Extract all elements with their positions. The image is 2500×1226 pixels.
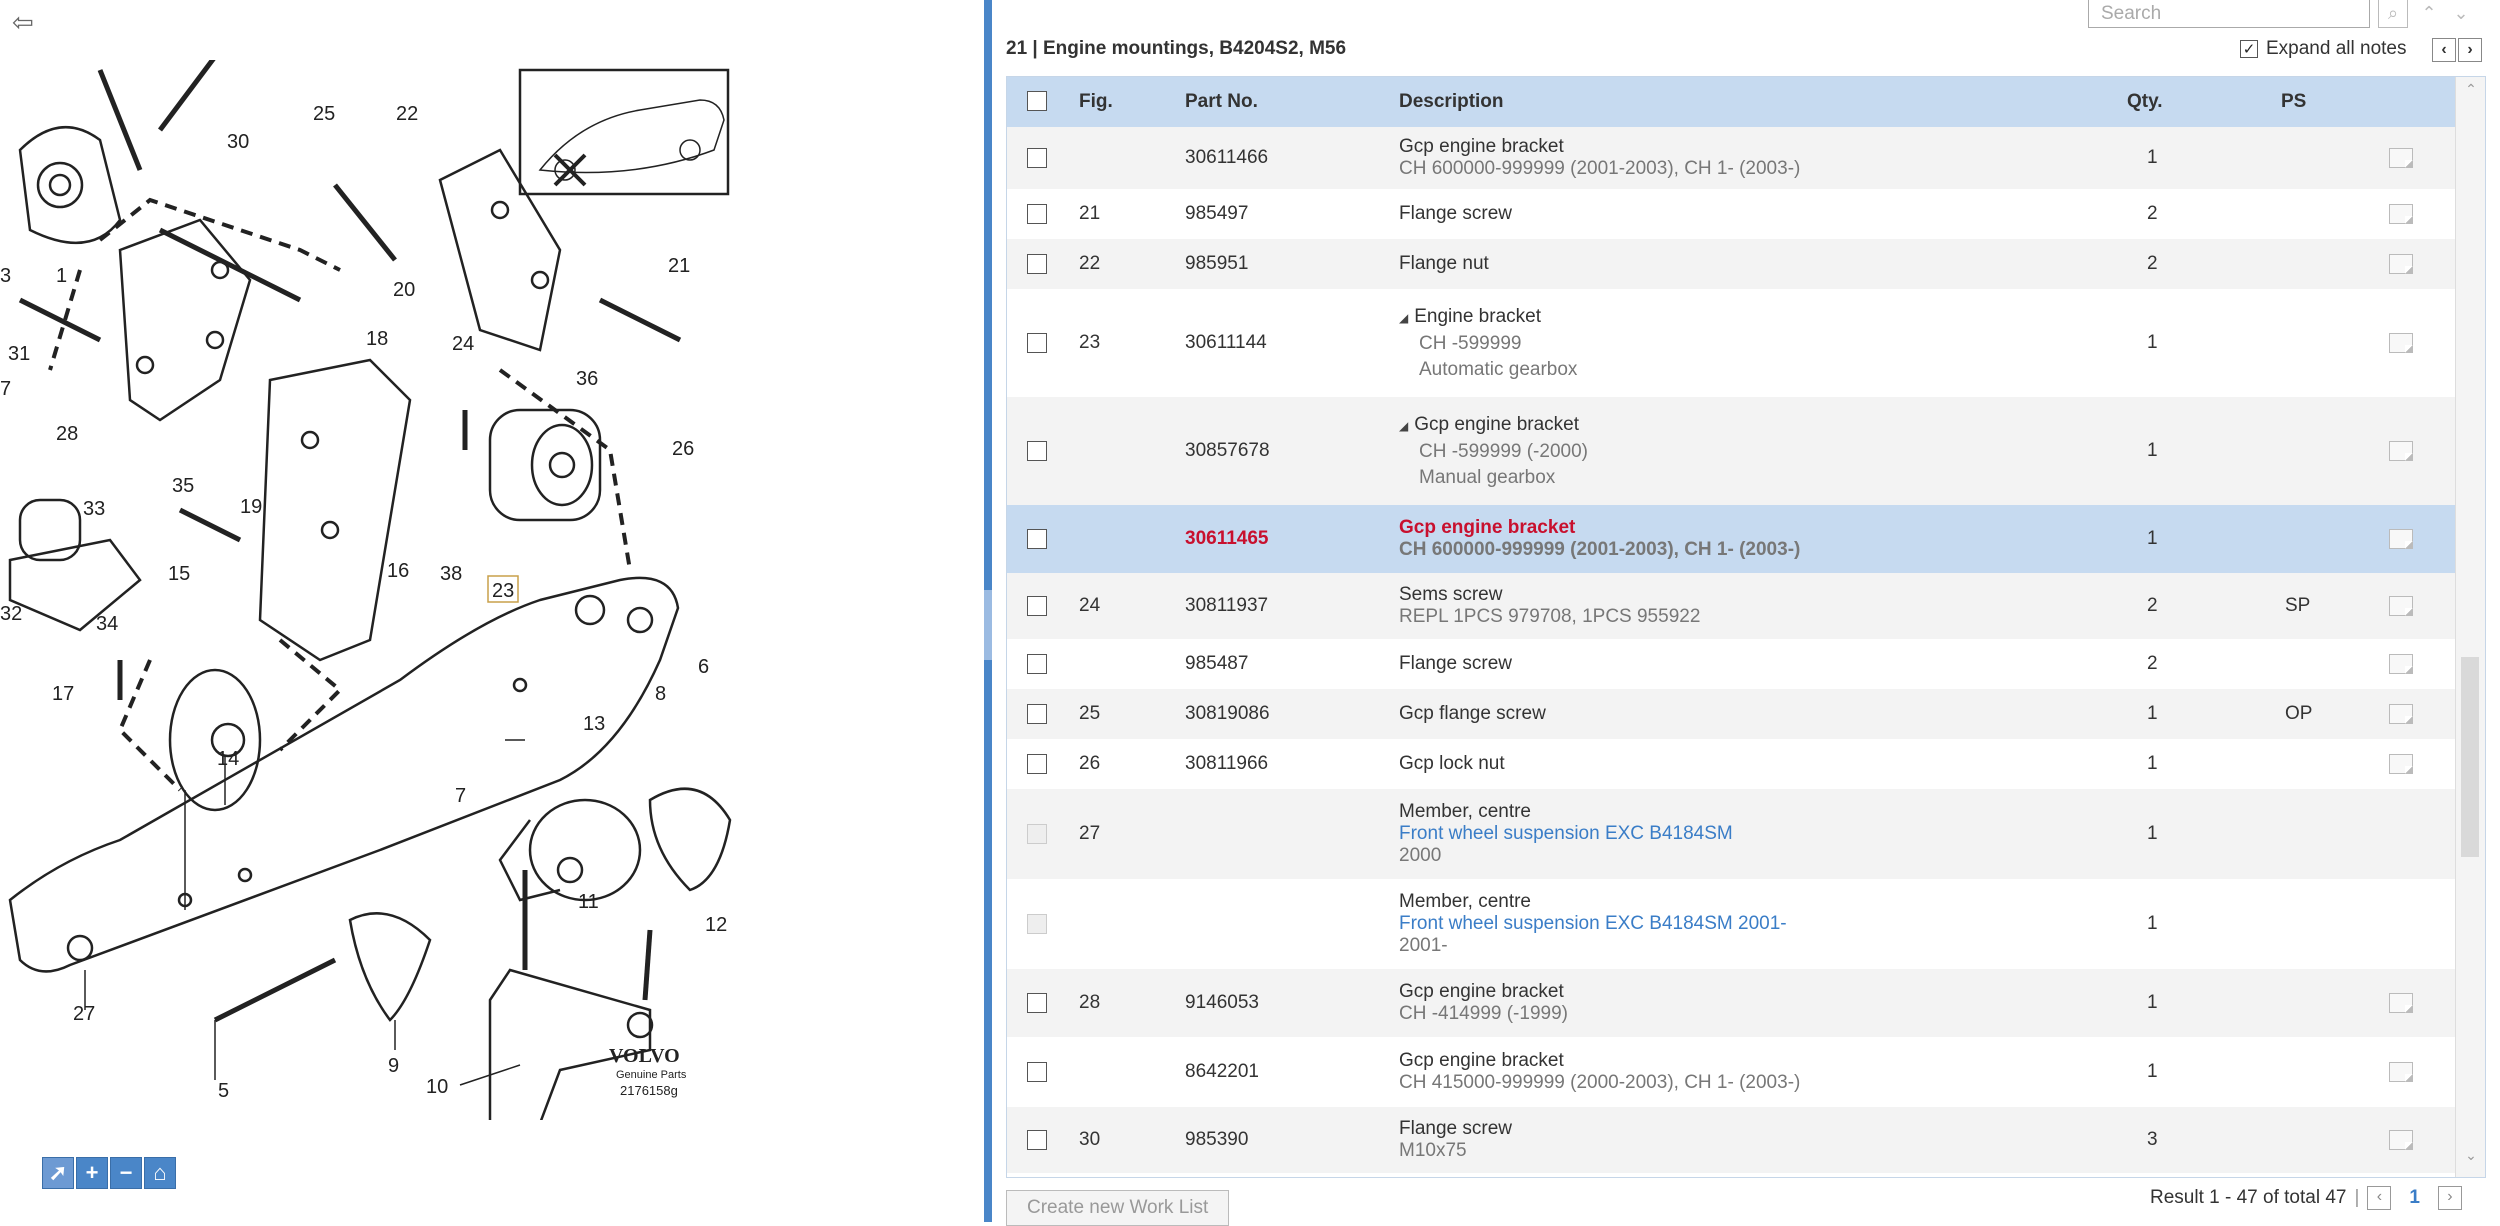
description-text: Flange screw [1399, 653, 1512, 674]
cell-qty: 1 [2147, 147, 2158, 168]
splitter-handle[interactable] [984, 590, 992, 660]
cell-description [1399, 1050, 1800, 1094]
cell-description [1399, 517, 1800, 561]
row-checkbox[interactable] [1027, 204, 1047, 224]
note-icon[interactable] [2389, 1062, 2413, 1082]
svg-text:15: 15 [168, 563, 191, 585]
table-row[interactable] [1007, 127, 2455, 189]
cell-description [1399, 801, 1733, 867]
cell-part-no[interactable]: 8642201 [1185, 1061, 1259, 1082]
note-icon[interactable] [2389, 993, 2413, 1013]
svg-text:32: 32 [0, 603, 23, 625]
result-pager: Result 1 - 47 of total 47 | ‹ 1 › [2150, 1186, 2462, 1210]
scroll-down-icon[interactable]: ⌄ [2465, 1147, 2477, 1163]
search-input[interactable]: Search [2088, 0, 2370, 28]
table-scrollbar[interactable] [2455, 77, 2486, 1177]
svg-text:35: 35 [172, 475, 195, 497]
expand-all-checkbox[interactable]: ✓ [2240, 40, 2258, 58]
description-text: Gcp engine bracket [1399, 981, 1564, 1002]
svg-text:21: 21 [668, 255, 691, 277]
cell-part-no[interactable]: 30811937 [1185, 595, 1269, 616]
description-text: Member, centre [1399, 891, 1531, 912]
svg-text:24: 24 [452, 333, 475, 355]
cell-fig: 25 [1079, 703, 1101, 724]
cell-fig: 28 [1079, 992, 1101, 1013]
svg-text:25: 25 [313, 103, 336, 125]
cell-qty: 1 [2147, 528, 2158, 549]
cell-qty: 1 [2147, 703, 2158, 724]
next-section-icon[interactable]: › [2458, 38, 2482, 62]
cell-qty: 2 [2147, 653, 2158, 674]
description-text: Automatic gearbox [1419, 359, 1578, 380]
cell-qty: 1 [2147, 753, 2158, 774]
cell-qty: 1 [2147, 1061, 2158, 1082]
svg-text:7: 7 [455, 785, 467, 807]
cell-part-no[interactable]: 30819086 [1185, 703, 1270, 724]
zoom-in-button[interactable]: + [76, 1157, 108, 1189]
svg-text:13: 13 [583, 713, 606, 735]
table-row[interactable] [1007, 505, 2455, 573]
svg-text:9: 9 [388, 1055, 400, 1077]
row-checkbox[interactable] [1027, 754, 1047, 774]
row-checkbox[interactable] [1027, 654, 1047, 674]
svg-text:5: 5 [218, 1080, 230, 1102]
diagram-pane [0, 0, 984, 1222]
expand-all-label: Expand all notes [2266, 38, 2407, 59]
drawing-id: 2176158g [620, 1083, 678, 1098]
description-text: Flange screw [1399, 1118, 1512, 1139]
cell-part-no[interactable]: 985951 [1185, 253, 1249, 274]
svg-text:20: 20 [393, 279, 416, 301]
cell-fig: 30 [1079, 1129, 1101, 1150]
table-row[interactable] [1007, 573, 2455, 639]
row-checkbox[interactable] [1027, 148, 1047, 168]
description-text: Gcp flange screw [1399, 703, 1546, 724]
description-text: CH -599999 (-2000) [1419, 441, 1588, 462]
description-text: REPL 1PCS 979708, 1PCS 955922 [1399, 606, 1701, 627]
row-checkbox [1027, 824, 1047, 844]
back-arrow-icon[interactable]: ⇦ [12, 7, 34, 37]
svg-text:23: 23 [492, 580, 515, 602]
cell-part-no[interactable]: 30811966 [1185, 753, 1269, 774]
description-text: CH 600000-999999 (2001-2003), CH 1- (2003-) [1399, 539, 1801, 560]
row-checkbox[interactable] [1027, 596, 1047, 616]
description-text: Gcp engine bracket [1414, 414, 1579, 435]
table-row[interactable] [1007, 879, 2455, 969]
cell-ps: OP [2285, 703, 2313, 724]
select-all-checkbox[interactable] [1027, 91, 1047, 111]
cell-description [1399, 703, 1546, 725]
cell-fig: 24 [1079, 595, 1101, 616]
note-icon[interactable] [2389, 754, 2413, 774]
description-text: Manual gearbox [1419, 467, 1556, 488]
scroll-up-icon[interactable]: ⌃ [2465, 81, 2477, 97]
cell-qty: 1 [2147, 992, 2158, 1013]
col-qty[interactable]: Qty. [2127, 91, 2163, 112]
row-checkbox [1027, 914, 1047, 934]
result-count: Result 1 - 47 of total 47 [2150, 1187, 2347, 1208]
collapse-triangle-icon[interactable]: ◢ [1399, 419, 1409, 433]
current-page[interactable]: 1 [2409, 1187, 2420, 1208]
table-row[interactable] [1007, 239, 2455, 289]
col-ps[interactable]: PS [2281, 91, 2307, 112]
next-page-icon[interactable]: › [2438, 1186, 2462, 1210]
note-icon[interactable] [2389, 148, 2413, 168]
search-icon[interactable]: ⌕ [2378, 0, 2408, 28]
cell-ps: SP [2285, 595, 2311, 616]
svg-text:12: 12 [705, 914, 728, 936]
genuine-parts-label: Genuine Parts [616, 1069, 687, 1081]
cell-qty: 3 [2147, 1129, 2158, 1150]
zoom-toolbar [42, 1157, 176, 1189]
svg-text:28: 28 [56, 423, 79, 445]
cell-part-no[interactable]: 30611465 [1185, 528, 1269, 549]
row-checkbox[interactable] [1027, 441, 1047, 461]
description-text: Gcp engine bracket [1399, 136, 1564, 157]
svg-text:11: 11 [578, 891, 599, 913]
svg-text:17: 17 [52, 683, 75, 705]
row-checkbox[interactable] [1027, 254, 1047, 274]
description-text: 2000 [1399, 845, 1442, 866]
row-checkbox[interactable] [1027, 1062, 1047, 1082]
create-work-list-button[interactable]: Create new Work List [1006, 1190, 1229, 1226]
table-row[interactable] [1007, 639, 2455, 689]
cell-description [1399, 253, 1489, 275]
cell-fig: 22 [1079, 253, 1101, 274]
svg-text:14: 14 [217, 748, 240, 770]
previous-page-icon[interactable]: ‹ [2367, 1186, 2391, 1210]
svg-text:30: 30 [227, 131, 250, 153]
table-row[interactable] [1007, 689, 2455, 739]
cell-qty: 1 [2147, 823, 2158, 844]
cell-part-no[interactable]: 9146053 [1185, 992, 1259, 1013]
section-title: 21 | Engine mountings, B4204S2, M56 [1006, 38, 1347, 59]
svg-text:10: 10 [426, 1076, 449, 1098]
note-icon[interactable] [2389, 441, 2413, 461]
svg-text:26: 26 [672, 438, 695, 460]
note-icon[interactable] [2389, 333, 2413, 353]
zoom-out-button[interactable]: − [110, 1157, 142, 1189]
col-description[interactable]: Description [1399, 91, 1504, 112]
svg-text:27: 27 [73, 1003, 96, 1025]
cell-fig: 23 [1079, 332, 1101, 353]
svg-text:34: 34 [96, 613, 119, 635]
cell-fig: 26 [1079, 753, 1101, 774]
svg-text:3: 3 [0, 265, 12, 287]
row-checkbox[interactable] [1027, 333, 1047, 353]
cell-qty: 1 [2147, 440, 2158, 461]
cell-description [1399, 653, 1512, 675]
chevron-up-icon[interactable]: ⌃ [2421, 3, 2437, 23]
cell-qty: 1 [2147, 913, 2158, 934]
volvo-logo: VOLVO [609, 1045, 680, 1067]
svg-text:22: 22 [396, 103, 419, 125]
description-text: CH -599999 [1419, 333, 1522, 354]
previous-section-icon[interactable]: ‹ [2432, 38, 2456, 62]
svg-text:18: 18 [366, 328, 389, 350]
row-checkbox[interactable] [1027, 993, 1047, 1013]
svg-text:7: 7 [0, 378, 12, 400]
description-link[interactable]: Front wheel suspension EXC B4184SM [1399, 823, 1733, 844]
cell-fig: 27 [1079, 823, 1101, 844]
description-text: Engine bracket [1414, 306, 1541, 327]
note-icon[interactable] [2389, 704, 2413, 724]
svg-text:19: 19 [240, 496, 263, 518]
pointer-icon[interactable]: ➚ [42, 1157, 74, 1189]
svg-text:6: 6 [698, 656, 710, 678]
description-text: Member, centre [1399, 801, 1531, 822]
table-row[interactable] [1007, 1107, 2455, 1173]
note-icon[interactable] [2389, 1130, 2413, 1150]
home-icon[interactable]: ⌂ [144, 1157, 176, 1189]
cell-description [1399, 136, 1800, 180]
table-row[interactable] [1007, 739, 2455, 789]
table-row[interactable] [1007, 397, 2455, 505]
note-icon[interactable] [2389, 654, 2413, 674]
cell-part-no[interactable]: 30611144 [1185, 332, 1267, 353]
description-text: Gcp lock nut [1399, 753, 1505, 774]
table-header [1007, 77, 2455, 127]
description-text: 2001- [1399, 935, 1448, 956]
cell-description [1399, 981, 1568, 1025]
parts-table [1006, 76, 2486, 1178]
row-checkbox[interactable] [1027, 529, 1047, 549]
description-text: CH 415000-999999 (2000-2003), CH 1- (2003-) [1399, 1072, 1801, 1093]
description-text: Flange nut [1399, 253, 1489, 274]
expand-all-notes[interactable] [2240, 38, 2407, 60]
svg-text:38: 38 [440, 563, 463, 585]
note-icon[interactable] [2389, 529, 2413, 549]
section-nav [2432, 38, 2482, 62]
cell-part-no[interactable]: 985487 [1185, 653, 1249, 674]
cell-part-no[interactable]: 30611466 [1185, 147, 1269, 168]
chevron-down-icon[interactable]: ⌄ [2453, 3, 2469, 23]
description-text: Flange screw [1399, 203, 1512, 224]
scroll-thumb[interactable] [2461, 657, 2479, 857]
table-row[interactable] [1007, 289, 2455, 397]
cell-description [1399, 306, 1577, 381]
svg-text:16: 16 [387, 560, 410, 582]
cell-qty: 2 [2147, 203, 2158, 224]
svg-text:8: 8 [655, 683, 667, 705]
row-checkbox[interactable] [1027, 1130, 1047, 1150]
description-text: CH -414999 (-1999) [1399, 1003, 1568, 1024]
cell-description [1399, 1118, 1512, 1162]
note-icon[interactable] [2389, 204, 2413, 224]
cell-part-no[interactable]: 30857678 [1185, 440, 1270, 461]
description-text: Gcp engine bracket [1399, 517, 1576, 538]
description-link[interactable]: Front wheel suspension EXC B4184SM 2001- [1399, 913, 1787, 934]
table-row[interactable] [1007, 969, 2455, 1037]
cell-description [1399, 753, 1505, 775]
cell-qty: 2 [2147, 595, 2158, 616]
collapse-triangle-icon[interactable]: ◢ [1399, 311, 1409, 325]
description-text: M10x75 [1399, 1140, 1467, 1161]
exploded-parts-diagram[interactable] [0, 60, 740, 1120]
table-row[interactable] [1007, 789, 2455, 879]
cell-description [1399, 584, 1700, 628]
description-text: CH 600000-999999 (2001-2003), CH 1- (2003-) [1399, 158, 1801, 179]
cell-part-no[interactable]: 985497 [1185, 203, 1249, 224]
description-text: Gcp engine bracket [1399, 1050, 1564, 1071]
table-row[interactable] [1007, 1037, 2455, 1107]
cell-description [1399, 414, 1588, 489]
cell-fig: 21 [1079, 203, 1101, 224]
cell-description [1399, 203, 1512, 225]
svg-text:33: 33 [83, 498, 106, 520]
cell-qty: 1 [2147, 332, 2158, 353]
table-row[interactable] [1007, 189, 2455, 239]
cell-description [1399, 891, 1787, 957]
row-checkbox[interactable] [1027, 704, 1047, 724]
svg-text:36: 36 [576, 368, 599, 390]
cell-part-no[interactable]: 985390 [1185, 1129, 1249, 1150]
svg-text:31: 31 [8, 343, 31, 365]
note-icon[interactable] [2389, 254, 2413, 274]
parts-pane [992, 0, 2500, 1222]
cell-qty: 2 [2147, 253, 2158, 274]
col-fig[interactable]: Fig. [1079, 91, 1113, 112]
svg-text:1: 1 [56, 265, 68, 287]
note-icon[interactable] [2389, 596, 2413, 616]
description-text: Sems screw [1399, 584, 1503, 605]
col-part-no[interactable]: Part No. [1185, 91, 1258, 112]
